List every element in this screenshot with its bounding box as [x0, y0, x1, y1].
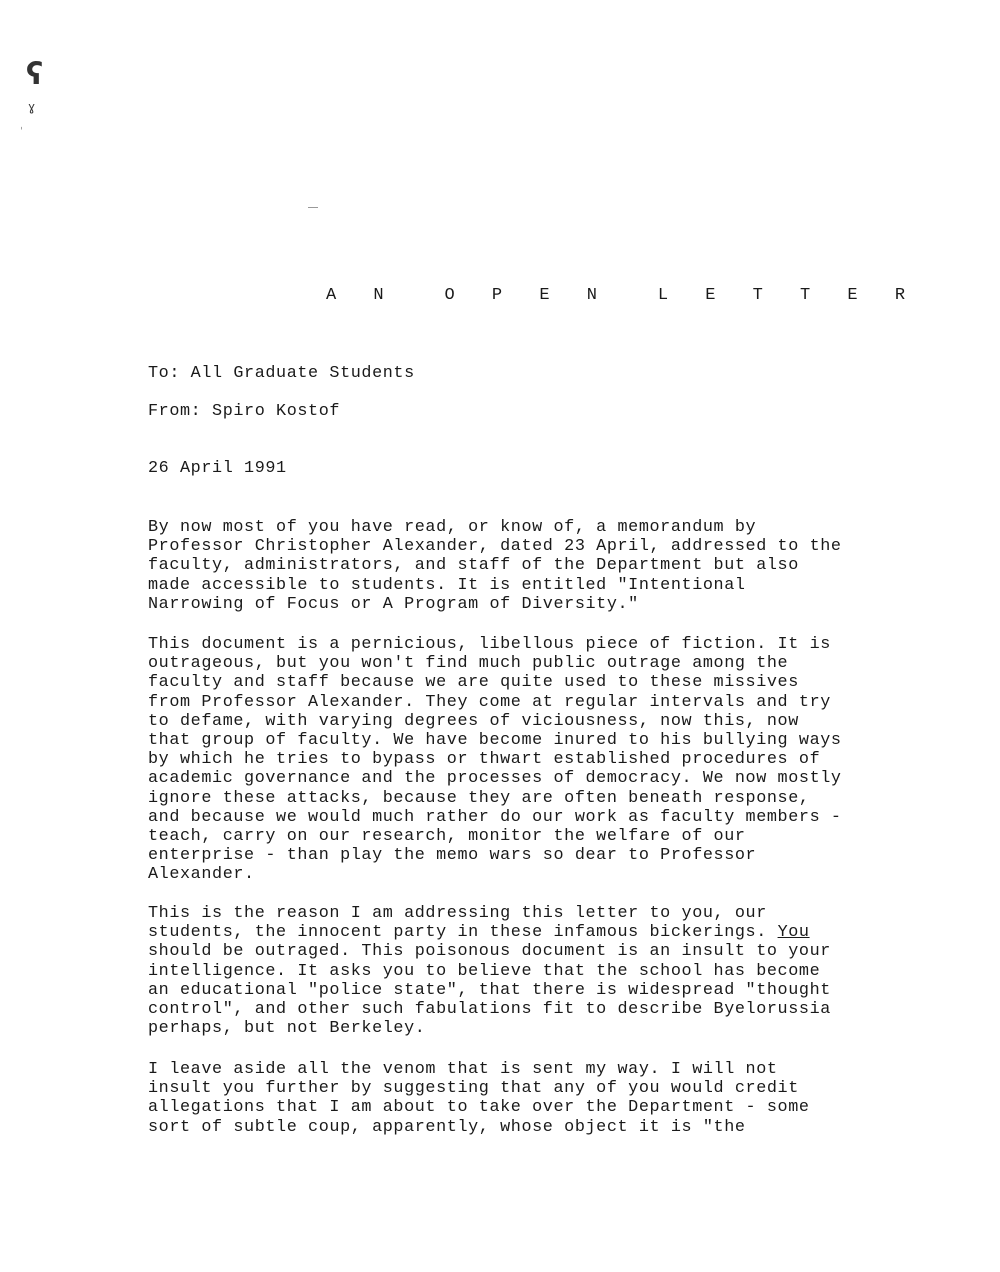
letter-date: 26 April 1991 — [148, 459, 287, 478]
paragraph-line: outrageous, but you won't find much public outrage among the — [148, 654, 789, 674]
paragraph-line: This document is a pernicious, libellous piece of fiction. It is — [148, 635, 831, 654]
paragraph-line: that group of faculty. We have become inured to his bullying ways — [148, 731, 842, 751]
paragraph-line: teach, carry on our research, monitor the welfare of our — [148, 827, 746, 847]
paragraph-line: ignore these attacks, because they are often beneath response, — [148, 788, 810, 808]
scan-artifact-dash — [308, 207, 318, 208]
paragraph-4 — [148, 1060, 948, 1137]
paragraph-line: insult you further by suggesting that any of you would credit — [148, 1079, 799, 1099]
paragraph-line: sort of subtle coup, apparently, whose object it is "the — [148, 1117, 746, 1137]
scan-artifact-mark: ʕ — [26, 57, 44, 92]
underlined-word: You — [777, 923, 810, 943]
paragraph-line: Narrowing of Focus or A Program of Diversity." — [148, 594, 639, 614]
paragraph-line: enterprise - than play the memo wars so dear to Professor — [148, 846, 757, 866]
scan-artifact-mark: ɣ — [28, 100, 36, 114]
paragraph-line: Professor Christopher Alexander, dated 23 April, addressed to the — [148, 537, 842, 557]
paragraph-line: By now most of you have read, or know of, a memorandum by — [148, 518, 757, 537]
to-line: To: All Graduate Students — [148, 364, 415, 383]
paragraph-line: made accessible to students. It is entitled "Intentional — [148, 575, 746, 595]
paragraph-line: by which he tries to bypass or thwart established procedures of — [148, 750, 821, 770]
paragraph-line: an educational "police state", that there is widespread "thought — [148, 980, 831, 1000]
paragraph-line: should be outraged. This poisonous document is an insult to your — [148, 942, 831, 962]
paragraph-line: perhaps, but not Berkeley. — [148, 1019, 426, 1039]
paragraph-line: from Professor Alexander. They come at regular intervals and try — [148, 692, 831, 712]
from-line: From: Spiro Kostof — [148, 402, 341, 421]
paragraph-line: control", and other such fabulations fit to describe Byelorussia — [148, 1000, 831, 1020]
paragraph-line: I leave aside all the venom that is sent my way. I will not — [148, 1060, 778, 1079]
paragraph-line: allegations that I am about to take over the Department - some — [148, 1098, 810, 1118]
letter-title: A N O P E N L E T T E R — [326, 286, 919, 305]
paragraph-1 — [148, 518, 948, 614]
scan-artifact-mark: ˌ — [20, 120, 23, 131]
paragraph-line: Alexander. — [148, 865, 255, 885]
paragraph-line: and because we would much rather do our work as faculty members - — [148, 807, 842, 827]
paragraph-line: academic governance and the processes of democracy. We now mostly — [148, 769, 842, 789]
paragraph-line-text: students, the innocent party in these infamous bickerings. — [148, 923, 778, 943]
paragraph-line: faculty, administrators, and staff of the Department but also — [148, 556, 799, 576]
paragraph-line: intelligence. It asks you to believe that the school has become — [148, 961, 821, 981]
paragraph-3 — [148, 904, 948, 1038]
paragraph-line: This is the reason I am addressing this letter to you, our — [148, 904, 767, 923]
paragraph-line: to defame, with varying degrees of viciousness, now this, now — [148, 711, 799, 731]
paragraph-line: faculty and staff because we are quite used to these missives — [148, 673, 799, 693]
paragraph-line-with-underline — [148, 923, 948, 942]
paragraph-2 — [148, 635, 948, 885]
